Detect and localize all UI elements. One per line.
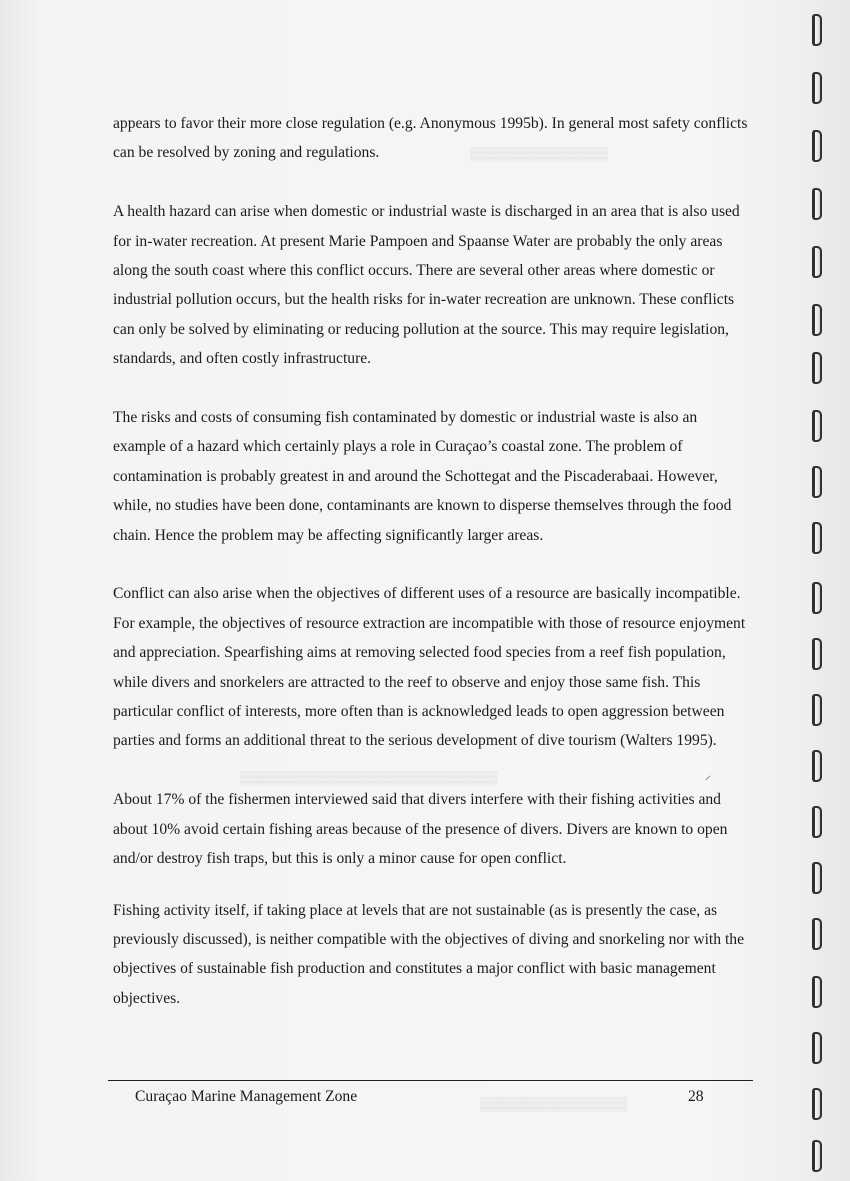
binding-ring (812, 582, 822, 614)
bleed-through-text: ▒▒▒▒▒▒▒▒▒▒▒▒▒▒▒▒ (480, 1096, 628, 1111)
binding-ring (812, 1032, 822, 1064)
binding-ring (812, 352, 822, 384)
binding-ring (812, 1140, 822, 1172)
bleed-through-text: ▒▒▒▒▒▒▒▒▒▒▒▒▒▒▒ (470, 146, 609, 161)
binding-ring (812, 806, 822, 838)
binding-ring (812, 522, 822, 554)
paragraph: appears to favor their more close regulation (e.g. Anonymous 1995b). In general most safety conflicts can be resolved by zoning and regulations. (113, 115, 748, 162)
binding-ring (812, 638, 822, 670)
binding-ring (812, 14, 822, 46)
binding-ring (812, 1088, 822, 1120)
binding-ring (812, 466, 822, 498)
binding-ring (812, 976, 822, 1008)
pencil-mark: ⸝ (705, 768, 712, 782)
binding-ring (812, 246, 822, 278)
paragraph: About 17% of the fishermen interviewed said that divers interfere with their fishing activities and about 10% avoid certain fishing areas because of the presence of divers. Divers are known to open and/or destroy fish traps, but this is only a minor cause for open conflict. (113, 791, 728, 868)
footer-divider (108, 1080, 753, 1081)
binding-ring (812, 750, 822, 782)
footer-title: Curaçao Marine Management Zone (135, 1088, 358, 1105)
binding-ring (812, 410, 822, 442)
binding-ring (812, 130, 822, 162)
binding-ring (812, 72, 822, 104)
binding-ring (812, 862, 822, 894)
document-body (113, 109, 753, 1043)
binding-ring (812, 918, 822, 950)
paragraph: A health hazard can arise when domestic or industrial waste is discharged in an area that is also used for in-water recreation. At present Marie Pampoen and Spaanse Water are probably the only areas along the south coast where this conflict occurs. There are several other areas where domestic or industrial pollution occurs, but the health risks for in-water recreation are unknown. These conflicts can only be solved by eliminating or reducing pollution at the source. This may require legislation, standards, and often costly infrastructure. (113, 203, 740, 368)
binding-ring (812, 188, 822, 220)
bleed-through-text: ▒▒▒▒▒▒▒▒▒▒▒▒▒▒▒▒▒▒▒▒▒▒▒▒▒▒▒▒ (240, 770, 498, 785)
paragraph: Conflict can also arise when the objectives of different uses of a resource are basically incompatible. For example, the objectives of resource extraction are incompatible with those of resource enjoyment and appreciation. Spearfishing aims at removing selected food species from a reef fish population, while divers and snorkelers are attracted to the reef to observe and enjoy those same fish. This particular conflict of interests, more often than is acknowledged leads to open aggression between parties and forms an additional threat to the serious development of dive tourism (Walters 1995). (113, 585, 746, 750)
page-number: 28 (688, 1088, 704, 1105)
paragraph: Fishing activity itself, if taking place at levels that are not sustainable (as is presently the case, as previously discussed), is neither compatible with the objectives of diving and snorkeling nor with the objectives of sustainable fish production and constitutes a major conflict with basic management objectives. (113, 901, 744, 1007)
paragraph: The risks and costs of consuming fish contaminated by domestic or industrial waste is also an example of a hazard which certainly plays a role in Curaçao’s coastal zone. The problem of contamination is probably greatest in and around the Schottegat and the Piscaderabaai. However, while, no studies have been done, contaminants are known to disperse themselves through the food chain. Hence the problem may be affecting significantly larger areas. (113, 409, 732, 544)
spiral-binding (808, 0, 832, 1181)
binding-ring (812, 304, 822, 336)
binding-ring (812, 694, 822, 726)
